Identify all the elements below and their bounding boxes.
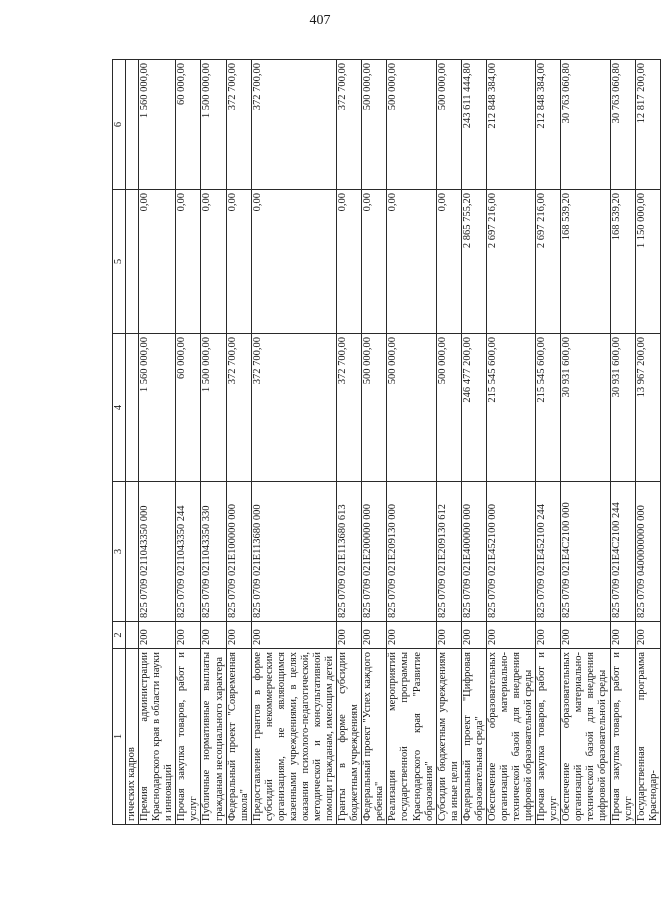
row-value-col6: 243 611 444,80 (461, 60, 486, 190)
row-name: Реализация мероприятий государственной программы Краснодарского края "Развитие образования" (387, 649, 436, 825)
row-name: гических кадров (126, 649, 139, 825)
row-name: Государственная программа Краснодар- (635, 649, 660, 825)
row-code: 200 (610, 622, 635, 649)
row-value-col5: 2 697 216,00 (486, 190, 535, 334)
table-row (436, 60, 461, 825)
row-value-col5: 168 539,20 (610, 190, 635, 334)
row-value-col4: 372 700,00 (337, 334, 362, 482)
row-code: 200 (486, 622, 535, 649)
row-value-col5: 0,00 (176, 190, 201, 334)
row-value-col5: 0,00 (201, 190, 226, 334)
row-code (126, 622, 139, 649)
row-value-col4: 246 477 200,00 (461, 334, 486, 482)
row-value-col5 (126, 190, 139, 334)
row-value-col6: 1 500 000,00 (201, 60, 226, 190)
row-value-col5: 0,00 (436, 190, 461, 334)
row-value-col5: 168 539,20 (561, 190, 610, 334)
page-number: 407 (309, 13, 331, 28)
row-value-col6: 372 700,00 (337, 60, 362, 190)
row-value-col6: 212 848 384,00 (486, 60, 535, 190)
column-header: 5 (113, 190, 126, 334)
row-value-col6: 30 763 060,80 (561, 60, 610, 190)
column-header: 6 (113, 60, 126, 190)
row-kbk: 825 0709 021E200000 000 (362, 482, 387, 622)
row-name: Субсидии бюджетным учреждениям на иные цели (436, 649, 461, 825)
row-name: Федеральный проект "Современная школа" (226, 649, 251, 825)
table-row (126, 60, 139, 825)
row-value-col4: 500 000,00 (387, 334, 436, 482)
table-row (486, 60, 535, 825)
row-value-col5: 1 150 000,00 (635, 190, 660, 334)
row-value-col6: 372 700,00 (226, 60, 251, 190)
row-value-col4: 1 500 000,00 (201, 334, 226, 482)
row-value-col5: 0,00 (226, 190, 251, 334)
row-kbk: 825 0709 021E4С2100 000 (561, 482, 610, 622)
row-name: Федеральный проект "Цифровая образовательная среда" (461, 649, 486, 825)
row-value-col6 (126, 60, 139, 190)
row-kbk (126, 482, 139, 622)
row-value-col4: 372 700,00 (226, 334, 251, 482)
row-value-col4: 500 000,00 (362, 334, 387, 482)
row-kbk: 825 0709 021E209130 000 (387, 482, 436, 622)
row-code: 200 (251, 622, 336, 649)
row-code: 200 (536, 622, 561, 649)
row-kbk: 825 0709 021E400000 000 (461, 482, 486, 622)
row-value-col4: 215 545 600,00 (536, 334, 561, 482)
row-value-col5: 0,00 (139, 190, 176, 334)
row-name: Прочая закупка товаров, работ и услуг (536, 649, 561, 825)
row-value-col4: 1 560 000,00 (139, 334, 176, 482)
row-code: 200 (176, 622, 201, 649)
table-row (139, 60, 176, 825)
row-kbk: 825 0709 021E209130 612 (436, 482, 461, 622)
row-code: 200 (337, 622, 362, 649)
row-code: 200 (561, 622, 610, 649)
row-value-col6: 500 000,00 (362, 60, 387, 190)
row-value-col4: 30 931 600,00 (610, 334, 635, 482)
column-header: 1 (113, 649, 126, 825)
row-name: Обеспечение образовательных организаций материально-технической базой для внедрения цифровой образовательной среды (561, 649, 610, 825)
row-value-col6: 60 000,00 (176, 60, 201, 190)
row-kbk: 825 0709 021E100000 000 (226, 482, 251, 622)
row-name: Публичные нормативные выплаты гражданам несоциального характера (201, 649, 226, 825)
row-value-col4: 60 000,00 (176, 334, 201, 482)
table-header-row (113, 60, 126, 825)
row-kbk: 825 0709 021E452100 244 (536, 482, 561, 622)
table-row (610, 60, 635, 825)
row-name: Прочая закупка товаров, работ и услуг (176, 649, 201, 825)
row-code: 200 (461, 622, 486, 649)
row-value-col5: 0,00 (362, 190, 387, 334)
row-value-col6: 372 700,00 (251, 60, 336, 190)
row-value-col4: 13 967 200,00 (635, 334, 660, 482)
row-code: 200 (436, 622, 461, 649)
row-value-col5: 0,00 (251, 190, 336, 334)
row-name: Предоставление грантов в форме субсидий некоммерческим организациям, не являющимся казенными учреждениями, в целях оказания психолого-педагогической, методической и консультативной помощи гражданам, имеющим детей (251, 649, 336, 825)
row-value-col6: 212 848 384,00 (536, 60, 561, 190)
row-value-col6: 30 763 060,80 (610, 60, 635, 190)
table-row (251, 60, 336, 825)
row-code: 200 (139, 622, 176, 649)
table-row (387, 60, 436, 825)
row-code: 200 (201, 622, 226, 649)
row-value-col4: 500 000,00 (436, 334, 461, 482)
row-value-col5: 0,00 (337, 190, 362, 334)
table-row (635, 60, 660, 825)
row-value-col5: 0,00 (387, 190, 436, 334)
row-kbk: 825 0709 021E452100 000 (486, 482, 535, 622)
row-value-col6: 12 817 200,00 (635, 60, 660, 190)
row-kbk: 825 0709 021E113680 613 (337, 482, 362, 622)
row-value-col5: 2 697 216,00 (536, 190, 561, 334)
row-name: Гранты в форме субсидии бюджетным учреждениям (337, 649, 362, 825)
row-name: Федеральный проект "Успех каждого ребенка" (362, 649, 387, 825)
row-kbk: 825 0709 021E4С2100 244 (610, 482, 635, 622)
column-header: 2 (113, 622, 126, 649)
table-row (536, 60, 561, 825)
table-row (362, 60, 387, 825)
row-value-col4: 215 545 600,00 (486, 334, 535, 482)
row-kbk: 825 0709 0400000000 000 (635, 482, 660, 622)
row-value-col4: 30 931 600,00 (561, 334, 610, 482)
budget-table (112, 59, 661, 825)
table-row (337, 60, 362, 825)
row-value-col6: 500 000,00 (387, 60, 436, 190)
table-row (461, 60, 486, 825)
column-header: 4 (113, 334, 126, 482)
table-row (176, 60, 201, 825)
row-value-col6: 500 000,00 (436, 60, 461, 190)
row-code: 200 (362, 622, 387, 649)
table-row (201, 60, 226, 825)
row-value-col6: 1 560 000,00 (139, 60, 176, 190)
row-kbk: 825 0709 0211043350 330 (201, 482, 226, 622)
row-kbk: 825 0709 0211043350 000 (139, 482, 176, 622)
rotated-table-wrapper (112, 60, 659, 825)
row-value-col5: 2 865 755,20 (461, 190, 486, 334)
row-name: Прочая закупка товаров, работ и услуг (610, 649, 635, 825)
column-header: 3 (113, 482, 126, 622)
table-row (226, 60, 251, 825)
row-code: 200 (635, 622, 660, 649)
row-kbk: 825 0709 0211043350 244 (176, 482, 201, 622)
row-kbk: 825 0709 021E113680 000 (251, 482, 336, 622)
row-name: Обеспечение образовательных организаций материально-технической базой для внедрения цифровой образовательной среды (486, 649, 535, 825)
row-code: 200 (226, 622, 251, 649)
table-row (561, 60, 610, 825)
table-body (126, 60, 661, 825)
row-value-col4: 372 700,00 (251, 334, 336, 482)
row-code: 200 (387, 622, 436, 649)
row-name: Премия администрации Краснодарского края в области науки и инноваций (139, 649, 176, 825)
row-value-col4 (126, 334, 139, 482)
